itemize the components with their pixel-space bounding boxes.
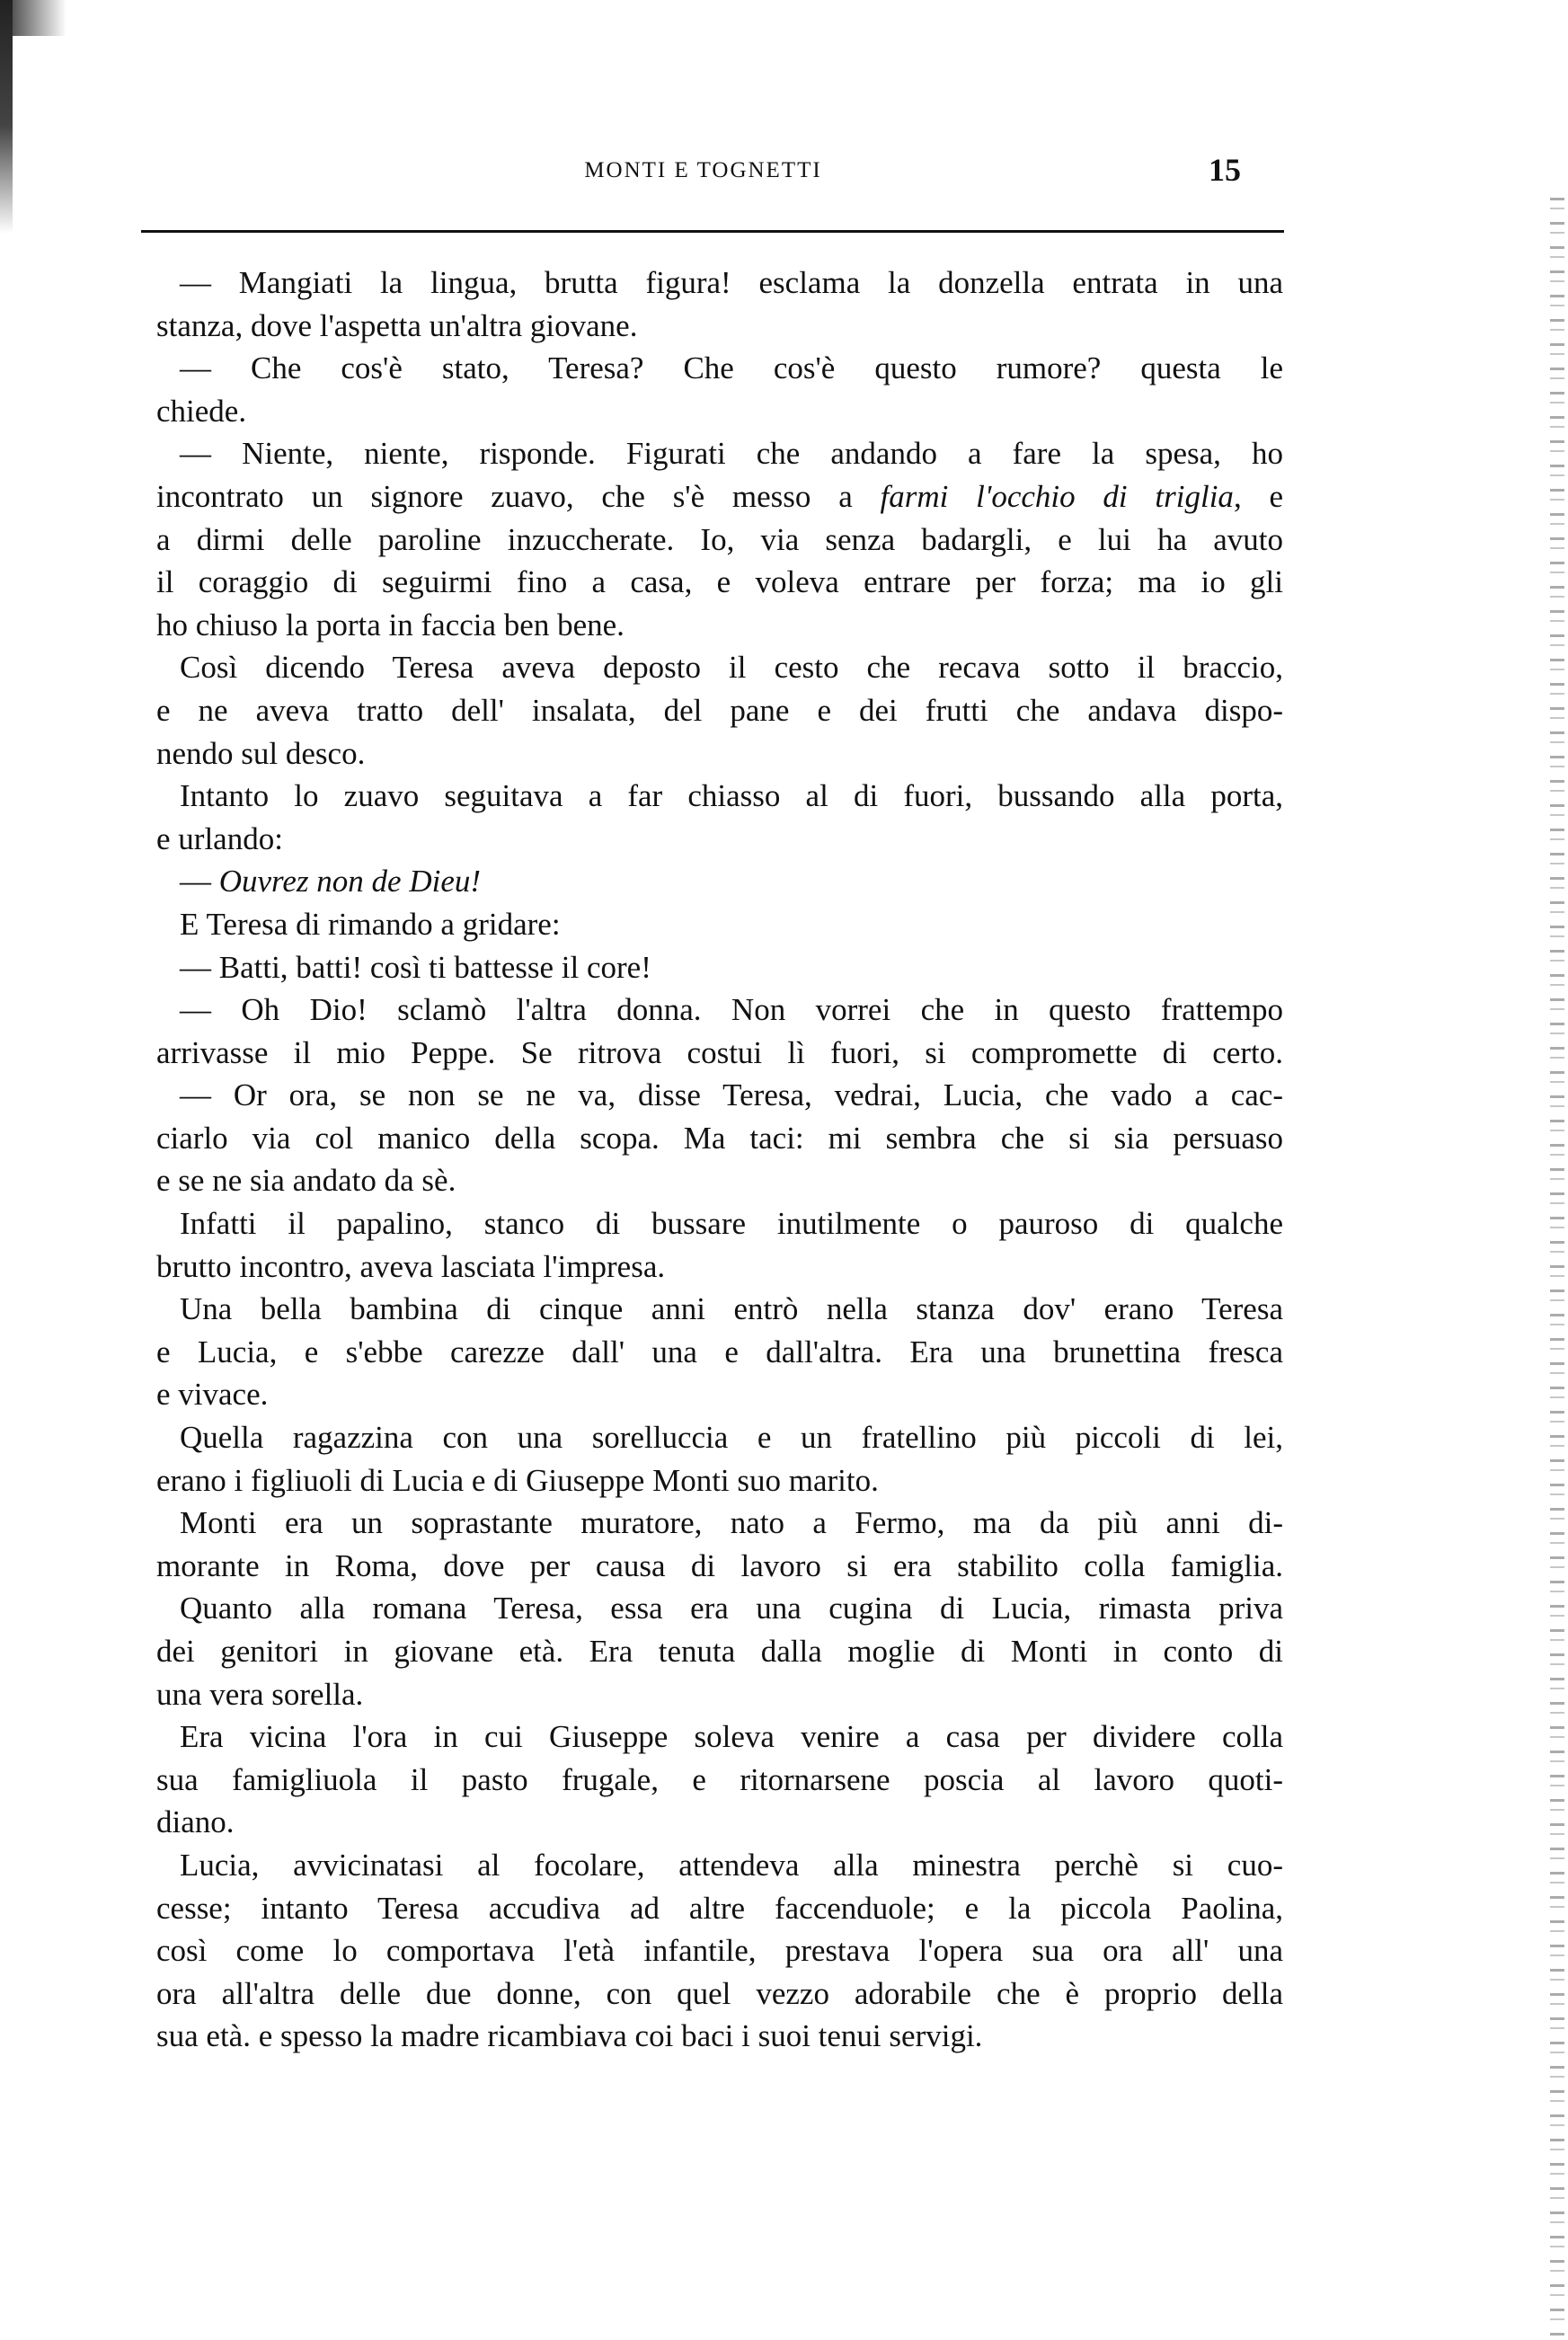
text-line: [156, 1630, 1283, 1673]
text-segment: E Teresa di rimando a gridare:: [180, 906, 561, 942]
text-line: [156, 946, 1283, 989]
text-segment: diano.: [156, 1804, 235, 1840]
text-segment: e Lucia, e s'ebbe carezze dall' una e dall'altra. Era una brunettina fresca: [156, 1334, 1283, 1369]
text-line: [156, 1759, 1283, 1802]
text-line: [156, 1288, 1283, 1331]
text-line: [156, 689, 1283, 732]
text-segment: brutto incontro, aveva lasciata l'impresa.: [156, 1248, 666, 1284]
header-rule: [141, 230, 1284, 233]
text-segment: stanza, dove l'aspetta un'altra giovane.: [156, 307, 638, 343]
text-segment: Quella ragazzina con una sorelluccia e un fratellino più piccoli di lei,: [180, 1420, 1283, 1456]
scan-edge-top: [13, 0, 66, 36]
text-line: [156, 1715, 1283, 1759]
text-line: [156, 1159, 1283, 1202]
italic-text: Ouvrez non de Dieu!: [218, 864, 482, 900]
text-segment: erano i figliuoli di Lucia e di Giuseppe Monti suo marito.: [156, 1462, 879, 1498]
text-line: [156, 1459, 1283, 1502]
running-title: MONTI E TOGNETTI: [584, 158, 822, 182]
text-line: [156, 1929, 1283, 1972]
text-segment: — Niente, niente, risponde. Figurati che andando a fare la spesa, ho: [180, 436, 1283, 472]
text-line: [156, 1074, 1283, 1117]
text-line: [156, 1844, 1283, 1887]
body-text: [156, 261, 1283, 2058]
text-line: [156, 1545, 1283, 1588]
text-segment: Era vicina l'ora in cui Giuseppe soleva venire a casa per dividere colla: [180, 1719, 1283, 1755]
text-line: [156, 903, 1283, 946]
text-segment: ho chiuso la porta in faccia ben bene.: [156, 607, 625, 643]
text-segment: e vivace.: [156, 1377, 269, 1413]
text-line: [156, 2015, 1283, 2058]
text-line: [156, 475, 1283, 519]
text-line: [156, 646, 1283, 689]
running-head: [0, 158, 1568, 183]
text-line: [156, 1502, 1283, 1545]
text-segment: così come lo comportava l'età infantile, prestava l'opera sua ora all' una: [156, 1933, 1283, 1969]
text-segment: il coraggio di seguirmi fino a casa, e voleva entrare per forza; ma io gli: [156, 564, 1283, 600]
page-number: 15: [1209, 152, 1241, 188]
text-segment: a dirmi delle paroline inzuccherate. Io, via senza badargli, e lui ha avuto: [156, 521, 1283, 557]
text-line: [156, 1887, 1283, 1930]
text-line: [156, 1587, 1283, 1630]
text-segment: una vera sorella.: [156, 1676, 364, 1712]
text-segment: incontrato un signore zuavo, che s'è messo a: [156, 478, 881, 514]
text-line: [156, 432, 1283, 475]
text-line: [156, 1673, 1283, 1716]
text-segment: — Oh Dio! sclamò l'altra donna. Non vorrei che in questo frattempo: [180, 992, 1283, 1028]
text-line: [156, 1032, 1283, 1075]
text-line: [156, 561, 1283, 604]
text-segment: — Mangiati la lingua, brutta figura! esclama la donzella entrata in una: [180, 265, 1283, 300]
text-segment: arrivasse il mio Peppe. Se ritrova costui lì fuori, si compromette di certo.: [156, 1034, 1283, 1070]
text-segment: nendo sul desco.: [156, 735, 366, 771]
text-line: [156, 860, 1283, 903]
text-segment: Lucia, avvicinatasi al focolare, attendeva alla minestra perchè si cuo-: [180, 1847, 1283, 1883]
text-line: [156, 1117, 1283, 1160]
italic-text: farmi l'occhio di triglia: [880, 478, 1234, 514]
text-segment: ciarlo via col manico della scopa. Ma taci: mi sembra che si sia persuaso: [156, 1120, 1283, 1156]
text-line: [156, 732, 1283, 776]
text-segment: Una bella bambina di cinque anni entrò nella stanza dov' erano Teresa: [180, 1291, 1283, 1327]
text-line: [156, 1331, 1283, 1374]
text-segment: — Batti, batti! così ti battesse il core!: [180, 949, 651, 985]
text-segment: e urlando:: [156, 820, 283, 856]
text-line: [156, 519, 1283, 562]
text-line: [156, 1245, 1283, 1289]
text-line: [156, 1972, 1283, 2016]
text-segment: Così dicendo Teresa aveva deposto il cesto che recava sotto il braccio,: [180, 650, 1283, 686]
text-segment: e ne aveva tratto dell' insalata, del pane e dei frutti che andava dispo-: [156, 692, 1283, 728]
text-segment: sua famigliuola il pasto frugale, e ritornarsene poscia al lavoro quoti-: [156, 1761, 1283, 1797]
text-segment: —: [180, 864, 219, 900]
text-segment: morante in Roma, dove per causa di lavoro si era stabilito colla famiglia.: [156, 1547, 1283, 1583]
text-segment: — Che cos'è stato, Teresa? Che cos'è questo rumore? questa le: [180, 350, 1283, 386]
text-line: [156, 261, 1283, 305]
text-segment: , e: [1233, 478, 1283, 514]
text-segment: sua età. e spesso la madre ricambiava coi baci i suoi tenui servigi.: [156, 2018, 983, 2054]
text-segment: dei genitori in giovane età. Era tenuta dalla moglie di Monti in conto di: [156, 1634, 1283, 1669]
text-line: [156, 1202, 1283, 1245]
text-segment: cesse; intanto Teresa accudiva ad altre faccenduole; e la piccola Paolina,: [156, 1890, 1283, 1926]
text-segment: chiede.: [156, 393, 247, 429]
text-segment: Infatti il papalino, stanco di bussare inutilmente o pauroso di qualche: [180, 1206, 1283, 1242]
text-line: [156, 604, 1283, 647]
text-segment: — Or ora, se non se ne va, disse Teresa, vedrai, Lucia, che vado a cac-: [180, 1077, 1283, 1113]
text-line: [156, 818, 1283, 861]
text-line: [156, 988, 1283, 1032]
text-line: [156, 390, 1283, 433]
text-segment: Intanto lo zuavo seguitava a far chiasso al di fuori, bussando alla porta,: [180, 778, 1283, 814]
text-segment: Monti era un soprastante muratore, nato a Fermo, ma da più anni di-: [180, 1505, 1283, 1541]
scan-edge-left: [0, 0, 13, 2340]
text-line: [156, 347, 1283, 390]
text-line: [156, 775, 1283, 818]
text-line: [156, 1801, 1283, 1844]
text-segment: ora all'altra delle due donne, con quel vezzo adorabile che è proprio della: [156, 1975, 1283, 2011]
text-segment: Quanto alla romana Teresa, essa era una cugina di Lucia, rimasta priva: [180, 1591, 1283, 1626]
text-line: [156, 1373, 1283, 1416]
text-line: [156, 1416, 1283, 1459]
text-line: [156, 305, 1283, 348]
text-segment: e se ne sia andato da sè.: [156, 1163, 456, 1199]
scan-edge-right: [1550, 198, 1564, 2336]
